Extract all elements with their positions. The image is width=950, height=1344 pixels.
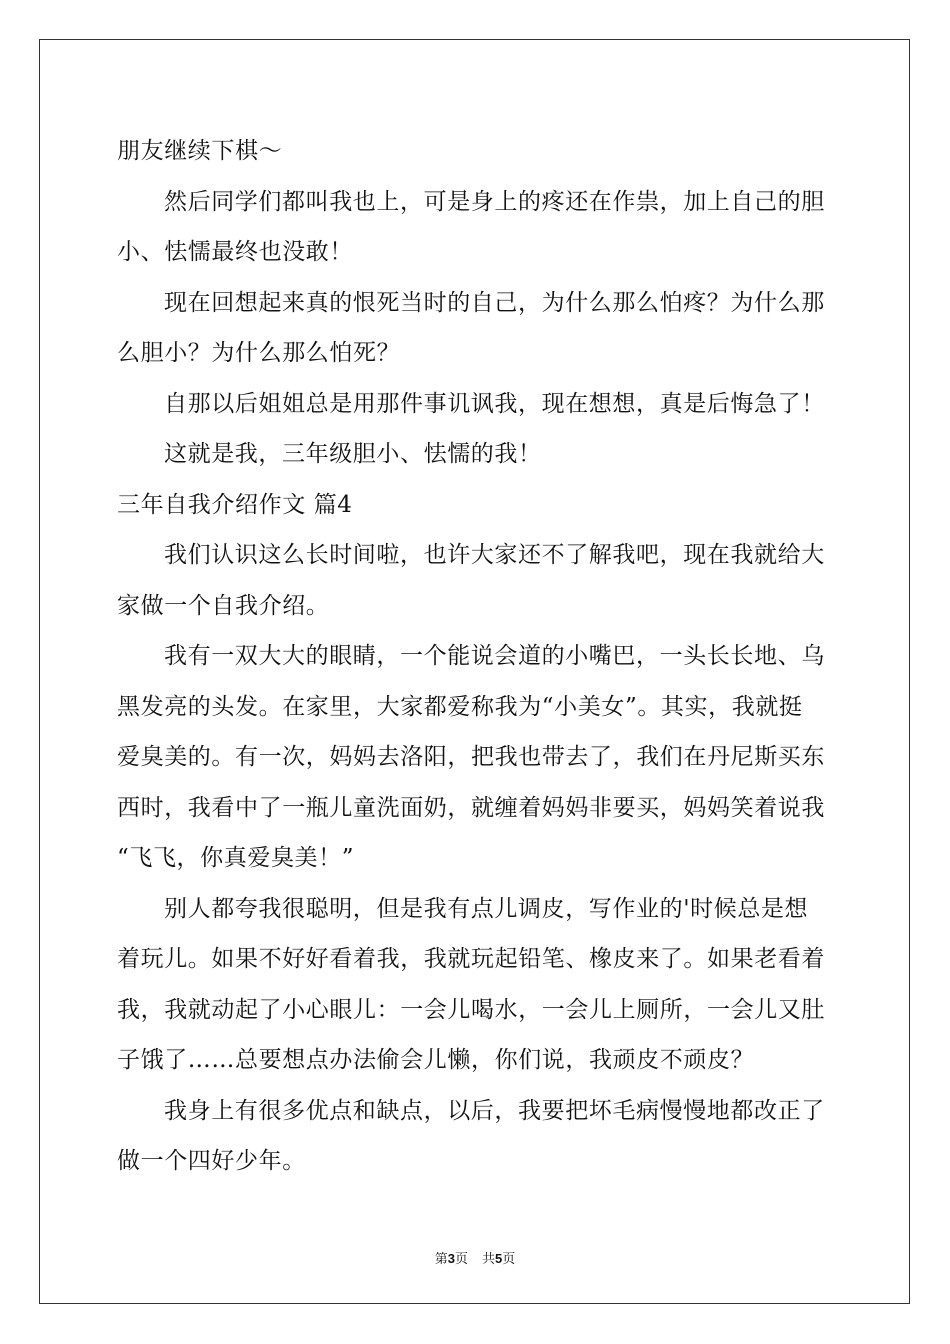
- total-pages: 5: [495, 1251, 503, 1266]
- text-line: 这就是我，三年级胆小、怯懦的我！: [164, 441, 542, 467]
- text-line: 然后同学们都叫我也上，可是身上的疼还在作祟，加上自己的胆: [164, 188, 825, 215]
- text-line: 么胆小？为什么那么怕死？: [117, 340, 401, 366]
- text-line: “飞飞，你真爱臭美！”: [117, 845, 355, 871]
- text-line: 我有一双大大的眼睛，一个能说会道的小嘴巴，一头长长地、乌: [164, 643, 825, 669]
- text-line: 我，我就动起了小心眼儿：一会儿喝水，一会儿上厕所，一会儿又肚: [117, 996, 825, 1023]
- text-line: 西时，我看中了一瓶儿童洗面奶，就缠着妈妈非要买，妈妈笑着说我: [117, 794, 825, 821]
- section-heading: 三年自我介绍作文 篇4: [117, 491, 353, 518]
- text-line: 做一个四好少年。: [117, 1148, 306, 1174]
- text-line: 朋友继续下棋～: [117, 138, 283, 164]
- text-line: 爱臭美的。有一次，妈妈去洛阳，把我也带去了，我们在丹尼斯买东: [117, 744, 825, 770]
- page-number: 3: [447, 1251, 455, 1266]
- total-suffix: 页: [502, 1252, 516, 1267]
- text-line: 别人都夸我很聪明，但是我有点儿调皮，写作业的'时候总是想: [164, 895, 809, 922]
- text-line: 家做一个自我介绍。: [117, 592, 330, 619]
- text-line: 小、怯懦最终也没敢！: [117, 239, 353, 265]
- page-footer: [0, 1248, 950, 1267]
- text-line: 自那以后姐姐总是用那件事讥讽我，现在想想，真是后悔急了！: [164, 390, 825, 417]
- text-line: 现在回想起来真的恨死当时的自己，为什么那么怕疼？为什么那: [164, 289, 825, 316]
- page-prefix: 第: [434, 1252, 448, 1267]
- text-line: 着玩儿。如果不好好看着我，我就玩起铅笔、橡皮来了。如果老看着: [117, 946, 825, 972]
- text-line: 我们认识这么长时间啦，也许大家还不了解我吧，现在我就给大: [164, 542, 825, 568]
- document-body: [117, 126, 837, 1187]
- text-line: 我身上有很多优点和缺点，以后，我要把坏毛病慢慢地都改正了: [164, 1097, 825, 1124]
- text-line: 子饿了……总要想点办法偷会儿懒，你们说，我顽皮不顽皮？: [117, 1047, 755, 1073]
- page-suffix: 页: [454, 1252, 468, 1267]
- total-prefix: 共: [482, 1252, 496, 1267]
- text-line: 黑发亮的头发。在家里，大家都爱称我为“小美女”。其实，我就挺: [117, 693, 803, 720]
